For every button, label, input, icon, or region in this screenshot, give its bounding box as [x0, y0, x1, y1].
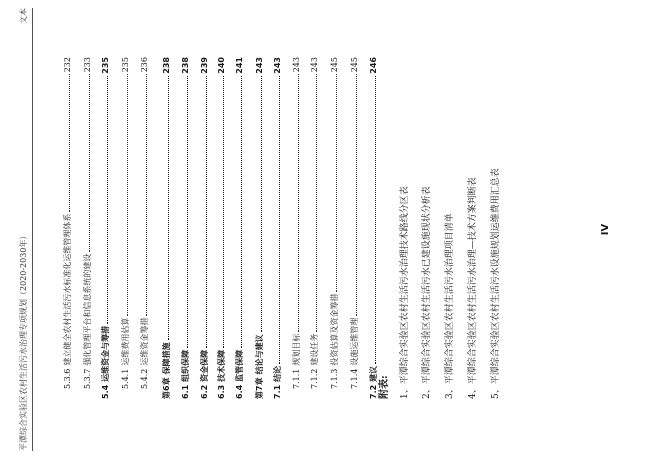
toc-row[interactable]: [62, 57, 73, 389]
toc-number: 6.4: [235, 384, 244, 399]
toc-leader-dots: [223, 76, 224, 348]
toc-page: 245: [330, 57, 339, 73]
toc-title: 建设任务: [310, 333, 319, 366]
toc-leader-dots: [279, 76, 280, 364]
toc-leader-dots: [89, 74, 90, 251]
toc-title: 建议: [369, 365, 378, 382]
toc-leader-dots: [168, 76, 169, 341]
toc-title: 强化管理平台和信息系统的建设: [83, 253, 92, 366]
page-number: IV: [600, 223, 611, 236]
toc-title: 资金保障: [200, 349, 209, 382]
toc-page: 238: [162, 57, 171, 74]
attachment-item: 5、平潭综合实验区农村生活污水设施规划运维费用汇总表: [491, 168, 501, 399]
attachment-item: 3、平潭综合实验区农村生活污水治理项目清单: [445, 213, 455, 399]
toc-row[interactable]: [272, 57, 283, 399]
toc-page: 245: [350, 57, 359, 73]
attachment-item: 2、平潭综合实验区农村生活污水已建设施现状分析表: [422, 186, 432, 399]
toc-page: 243: [255, 57, 264, 74]
toc-title: 组织保障: [181, 349, 190, 382]
toc-page: 232: [63, 57, 72, 73]
toc-leader-dots: [356, 74, 357, 315]
toc-row[interactable]: [291, 57, 302, 389]
toc-number: 7.1: [273, 384, 282, 399]
toc-number: 5.3.6: [63, 368, 72, 389]
toc-number: 5.4.1: [121, 368, 130, 389]
toc-page: 243: [310, 57, 319, 73]
toc-leader-dots: [187, 76, 188, 348]
toc-row[interactable]: [234, 57, 245, 399]
toc-number: 第6章: [162, 377, 171, 399]
toc-number: 5.3.7: [83, 368, 92, 389]
toc-page: 233: [83, 57, 92, 73]
toc-page: 239: [200, 57, 209, 74]
toc-row[interactable]: [161, 57, 172, 399]
toc-title: 运维资金筹措: [140, 317, 149, 366]
toc-title: 技术保障: [217, 349, 226, 382]
toc-leader-dots: [316, 74, 317, 331]
toc-leader-dots: [107, 76, 108, 324]
toc-number: 6.2: [200, 384, 209, 399]
toc-page: 241: [235, 57, 244, 74]
attachments-title: 附表:: [379, 375, 390, 399]
toc-leader-dots: [127, 74, 128, 315]
toc-leader-dots: [206, 76, 207, 348]
toc-row[interactable]: [82, 57, 93, 389]
toc-leader-dots: [336, 74, 337, 291]
toc-row[interactable]: [309, 57, 320, 389]
toc-page: 246: [369, 57, 378, 74]
toc-number: 5.4: [101, 384, 110, 399]
toc-page: 235: [101, 57, 110, 74]
toc-title: 投资估算及资金筹措: [330, 293, 339, 366]
toc-row[interactable]: [180, 57, 191, 399]
toc-leader-dots: [261, 76, 262, 333]
toc-leader-dots: [69, 74, 70, 211]
toc-leader-dots: [375, 76, 376, 364]
toc-title: 监管保障: [235, 349, 244, 382]
toc-page: 235: [121, 57, 130, 73]
toc-title: 设施运维管理: [350, 317, 359, 366]
toc-row[interactable]: [120, 57, 131, 389]
toc-title: 规划目标: [292, 333, 301, 366]
toc-leader-dots: [241, 76, 242, 348]
toc-number: 6.3: [217, 384, 226, 399]
toc-number: 7.1.4: [350, 368, 359, 389]
toc-title: 运维资金与筹措: [101, 325, 110, 382]
header-title: 平潭综合实验区农村生活污水治理专项规划（2020-2030年）: [19, 231, 28, 451]
toc-row[interactable]: [139, 57, 150, 389]
toc-title: 建立健全农村生活污水标准化运维管理体系: [63, 213, 72, 366]
toc-row[interactable]: [368, 57, 379, 399]
toc-row[interactable]: [199, 57, 210, 399]
toc-row[interactable]: [349, 57, 360, 389]
toc-row[interactable]: [100, 57, 111, 399]
toc-number: 第7章: [255, 377, 264, 399]
toc-title: 结论与建议: [255, 334, 264, 375]
toc-page: 236: [140, 57, 149, 73]
toc-number: 5.4.2: [140, 368, 149, 389]
toc-page: 243: [292, 57, 301, 73]
toc-number: 7.1.1: [292, 368, 301, 389]
toc-row[interactable]: [216, 57, 227, 399]
toc-title: 运维费用估算: [121, 317, 130, 366]
toc-number: 7.1.2: [310, 368, 319, 389]
toc-title: 保障措施: [162, 342, 171, 375]
page-header: [18, 8, 33, 451]
toc-row[interactable]: [329, 57, 340, 389]
toc-row[interactable]: [254, 57, 265, 399]
toc-number: 7.1.3: [330, 368, 339, 389]
toc-number: 7.2: [369, 384, 378, 399]
toc-page: 243: [273, 57, 282, 74]
attachment-item: 4、平潭综合实验区农村生活污水治理—技术方案判断表: [468, 177, 478, 399]
toc-page: 238: [181, 57, 190, 74]
header-right-label: 文本: [19, 8, 28, 24]
toc-title: 结论: [273, 365, 282, 382]
toc-leader-dots: [146, 74, 147, 315]
toc-page: 240: [217, 57, 226, 74]
toc-number: 6.1: [181, 384, 190, 399]
toc-leader-dots: [298, 74, 299, 331]
attachment-item: 1、平潭综合实验区农村生活污水治理技术路线分区表: [400, 186, 410, 399]
